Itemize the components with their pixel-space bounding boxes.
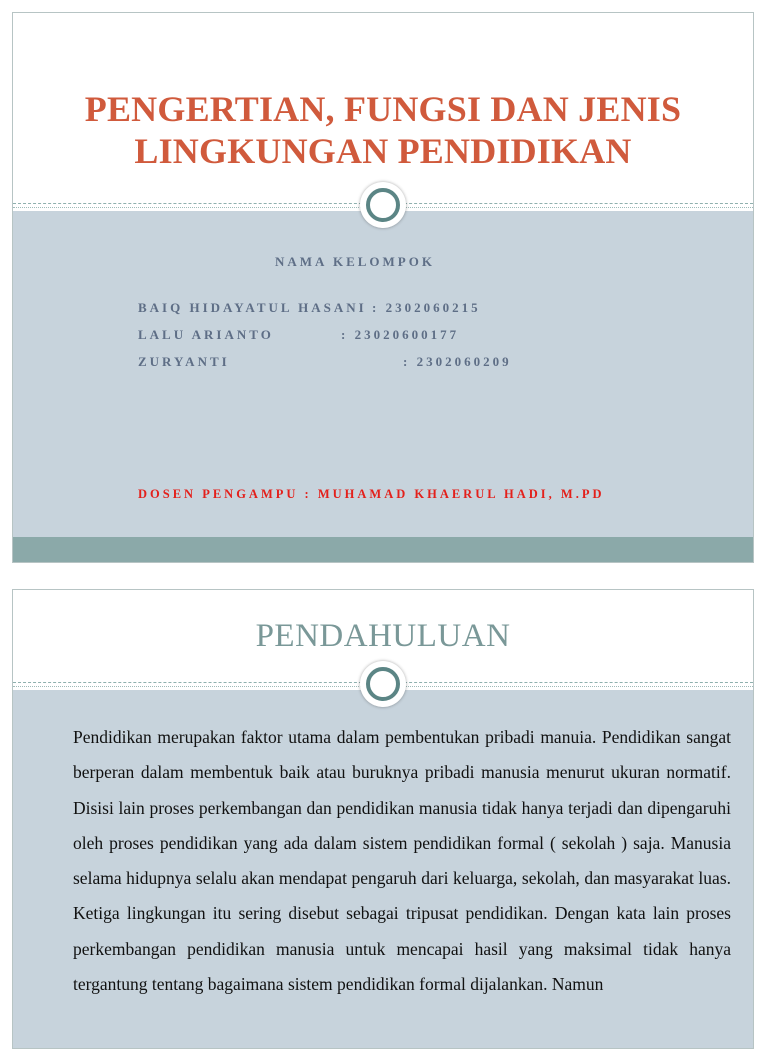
slide-title: [12, 12, 754, 563]
title-line-1: PENGERTIAN, FUNGSI DAN JENIS: [84, 89, 682, 129]
ring-icon: [366, 667, 400, 701]
slide-introduction: [12, 589, 754, 1049]
member-name: LALU ARIANTO: [138, 327, 274, 342]
ring-icon: [366, 188, 400, 222]
member-id: : 23020600177: [341, 327, 460, 342]
footer-band: [13, 537, 753, 563]
group-heading: NAMA KELOMPOK: [275, 254, 435, 269]
circle-ornament-icon: [360, 182, 406, 228]
title-line-2: LINGKUNGAN PENDIDIKAN: [134, 131, 632, 171]
circle-ornament-icon: [360, 661, 406, 707]
member-name: ZURYANTI: [138, 354, 230, 369]
lecturer-label: DOSEN PENGAMPU : MUHAMAD KHAERUL HADI, M.PD: [138, 487, 605, 501]
member-id: : 2302060209: [403, 354, 512, 369]
member-id: : 2302060215: [372, 300, 481, 315]
content-panel: [13, 211, 753, 537]
member-name: BAIQ HIDAYATUL HASANI: [138, 300, 367, 315]
introduction-paragraph: Pendidikan merupakan faktor utama dalam pembentukan pribadi manuia. Pendidikan sangat berperan dalam membentuk baik atau buruknya pribadi manusia menurut ukuran normatif. Disisi lain proses perkembangan dan pendidikan manusia tidak hanya terjadi dan dipengaruhi oleh proses pendidikan yang ada dalam sistem pendidikan formal ( sekolah ) saja. Manusia selama hidupnya selalu akan mendapat pengaruh dari keluarga, sekolah, dan masyarakat luas. Ketiga lingkungan itu sering disebut sebagai tripusat pendidikan. Dengan kata lain proses perkembangan pendidikan manusia untuk mencapai hasil yang maksimal tidak hanya tergantung tentang bagaimana sistem pendidikan formal dijalankan. Namun: [73, 727, 731, 995]
slide-heading: PENDAHULUAN: [255, 618, 511, 654]
presentation-title: [13, 88, 753, 172]
